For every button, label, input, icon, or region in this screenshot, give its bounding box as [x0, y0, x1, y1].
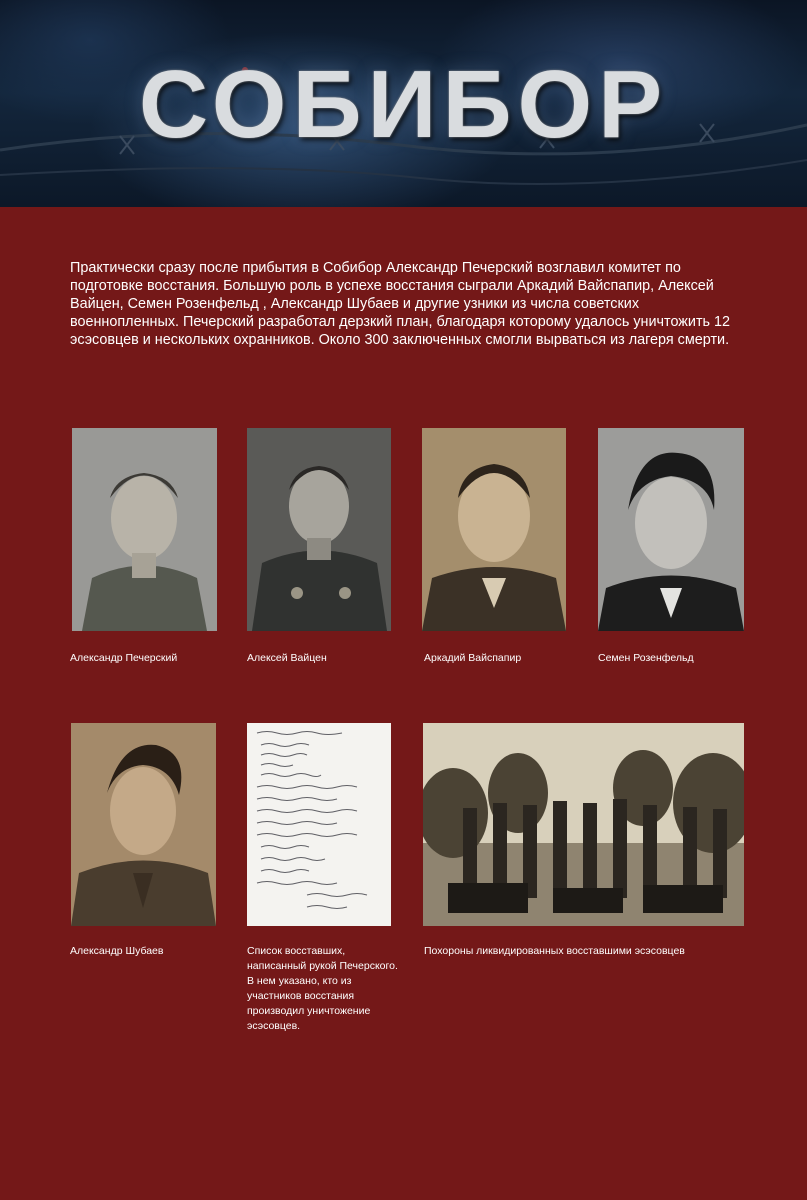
- caption-list-line: участников восстания: [247, 990, 355, 1002]
- caption-funeral: Похороны ликвидированных восставшими эсэсовцев: [424, 945, 685, 957]
- poster-title: СОБИБОР: [138, 51, 669, 158]
- caption-list: [247, 944, 398, 1034]
- caption-pechersky: Александр Печерский: [70, 652, 178, 664]
- caption-list-line: Список восставших,: [247, 945, 346, 957]
- portrait-shubaev: [71, 723, 216, 926]
- caption-list-line: написанный рукой Печерского.: [247, 960, 398, 972]
- portrait-vaitsen: [247, 428, 391, 631]
- portrait-vayspapir: [422, 428, 566, 631]
- caption-list-line: производил уничтожение: [247, 1005, 371, 1017]
- portrait-rozenfeld: [598, 428, 744, 631]
- caption-shubaev: Александр Шубаев: [70, 945, 164, 957]
- caption-vaitsen: Алексей Вайцен: [247, 652, 327, 664]
- intro-paragraph: Практически сразу после прибытия в Собибор Александр Печерский возглавил комитет по подготовке восстания. Большую роль в успехе восстания сыграли Аркадий Вайспапир, Алексей Вайцен, Семен Розенфельд , Александр Шубаев и другие узники из числа советских военнопленных. Печерский разработал дерзкий план, благодаря которому удалось уничтожить 12 эсэсовцев и нескольких охранников. Около 300 заключенных смогли вырваться из лагеря смерти.: [70, 260, 731, 348]
- caption-list-line: эсэсовцев.: [247, 1020, 301, 1032]
- caption-vayspapir: Аркадий Вайспапир: [424, 652, 522, 664]
- portrait-pechersky: [72, 428, 217, 631]
- handwritten-list-document: [247, 723, 391, 926]
- caption-list-line: В нем указано, кто из: [247, 975, 352, 987]
- funeral-photo: [423, 723, 744, 926]
- caption-rozenfeld: Семен Розенфельд: [598, 652, 694, 664]
- header-banner: [0, 0, 807, 207]
